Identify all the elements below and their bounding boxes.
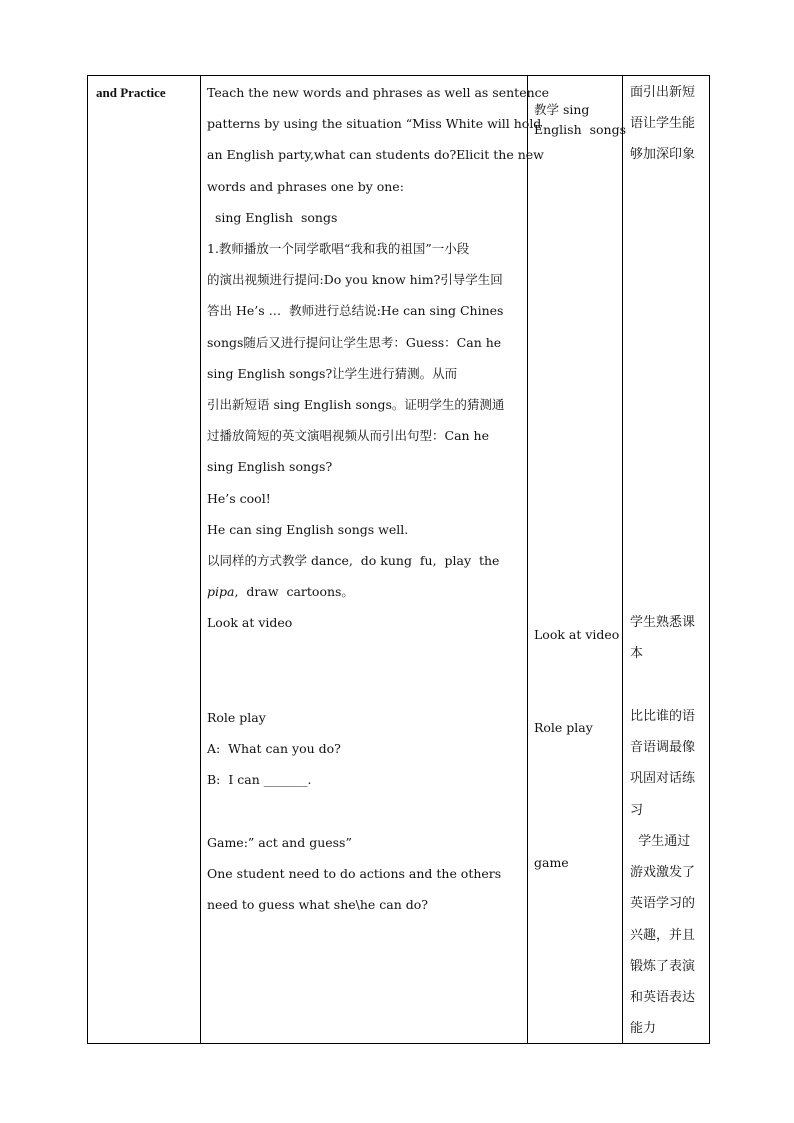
stage-cell — [88, 76, 201, 1044]
activity-item — [534, 100, 626, 140]
role-play-line-b: B: I can _______. — [207, 772, 312, 788]
procedure-line: 过播放简短的英文演唱视频从而引出句型：Can he — [207, 428, 489, 444]
game-title: Game:” act and guess” — [207, 835, 352, 850]
procedure-line: 1.教师播放一个同学歌唱“我和我的祖国”一小段 — [207, 241, 470, 257]
purpose-line: 和英语表达 — [630, 990, 696, 1006]
purpose-line: 兴趣，并且 — [630, 927, 696, 943]
table-row — [88, 76, 710, 1044]
activity-item — [534, 853, 620, 873]
activity-item — [534, 718, 620, 738]
purpose-line: 够加深印象 — [630, 147, 696, 163]
procedure-line: 引出新短语 sing English songs。证明学生的猜测通 — [207, 397, 505, 413]
purpose-line: 巩固对话练 — [630, 771, 696, 787]
purpose-line: 比比谁的语 — [630, 709, 696, 724]
stage-label: and Practice — [96, 85, 166, 100]
student-activity-cell — [528, 76, 626, 1044]
role-play-line-a: A: What can you do? — [207, 741, 341, 757]
purpose-line: 学生熟悉课 — [630, 615, 696, 630]
purpose-line: 面引出新短 — [630, 85, 696, 100]
pipa-word: pipa — [207, 584, 235, 600]
activity-text: Role play — [534, 720, 593, 735]
procedure-line: words and phrases one by one: — [207, 178, 404, 194]
procedure-line: He can sing English songs well. — [207, 521, 409, 537]
activity-text: 教学 sing — [534, 102, 590, 117]
purpose-line: 游戏激发了 — [630, 865, 696, 881]
procedure-line: sing English songs? — [207, 459, 333, 475]
procedure-line: sing English songs — [207, 209, 338, 225]
procedure-line: patterns by using the situation “Miss White will hold — [207, 116, 542, 132]
activity-text: English songs — [534, 122, 626, 137]
procedure-line: sing English songs?让学生进行猜测。从而 — [207, 365, 458, 381]
purpose-cell — [623, 76, 710, 1044]
procedure-line: 以同样的方式教学 dance, do kung fu, play the — [207, 553, 500, 569]
game-line: One student need to do actions and the others — [207, 866, 502, 882]
purpose-block — [630, 826, 706, 1044]
look-video-text: Look at video — [207, 615, 293, 631]
procedure-cell — [201, 76, 550, 1044]
purpose-block — [630, 701, 706, 826]
procedure-line: Teach the new words and phrases as well as sentence — [207, 85, 550, 100]
procedure-intro — [207, 77, 550, 639]
purpose-line: 锻炼了表演 — [630, 958, 696, 974]
purpose-line: 能力 — [630, 1021, 657, 1037]
activity-text: Look at video — [534, 627, 620, 642]
pipa-rest: , draw cartoons。 — [234, 584, 354, 600]
procedure-line: He’s cool! — [207, 490, 271, 506]
purpose-line: 本 — [630, 646, 644, 662]
lesson-plan-table — [87, 75, 710, 1044]
game-line: need to guess what she\he can do? — [207, 897, 428, 913]
procedure-line: songs随后又进行提问让学生思考：Guess：Can he — [207, 334, 502, 350]
purpose-block — [630, 77, 706, 171]
purpose-line: 音语调最像 — [630, 740, 696, 756]
procedure-line: 答出 He’s … 教师进行总结说:He can sing Chines — [207, 303, 504, 319]
purpose-line: 英语学习的 — [630, 896, 696, 912]
activity-item — [534, 625, 620, 645]
procedure-line: an English party,what can students do?Elicit the new — [207, 147, 544, 163]
procedure-line — [207, 576, 523, 607]
purpose-line: 学生通过 — [630, 834, 691, 849]
game-section — [207, 827, 523, 921]
purpose-line: 语让学生能 — [630, 116, 696, 132]
purpose-line: 习 — [630, 802, 644, 818]
procedure-line: 的演出视频进行提问:Do you know him?引导学生回 — [207, 272, 503, 288]
purpose-block — [630, 607, 706, 669]
role-play-title: Role play — [207, 710, 266, 725]
role-play-section — [207, 702, 523, 796]
activity-text: game — [534, 855, 569, 870]
